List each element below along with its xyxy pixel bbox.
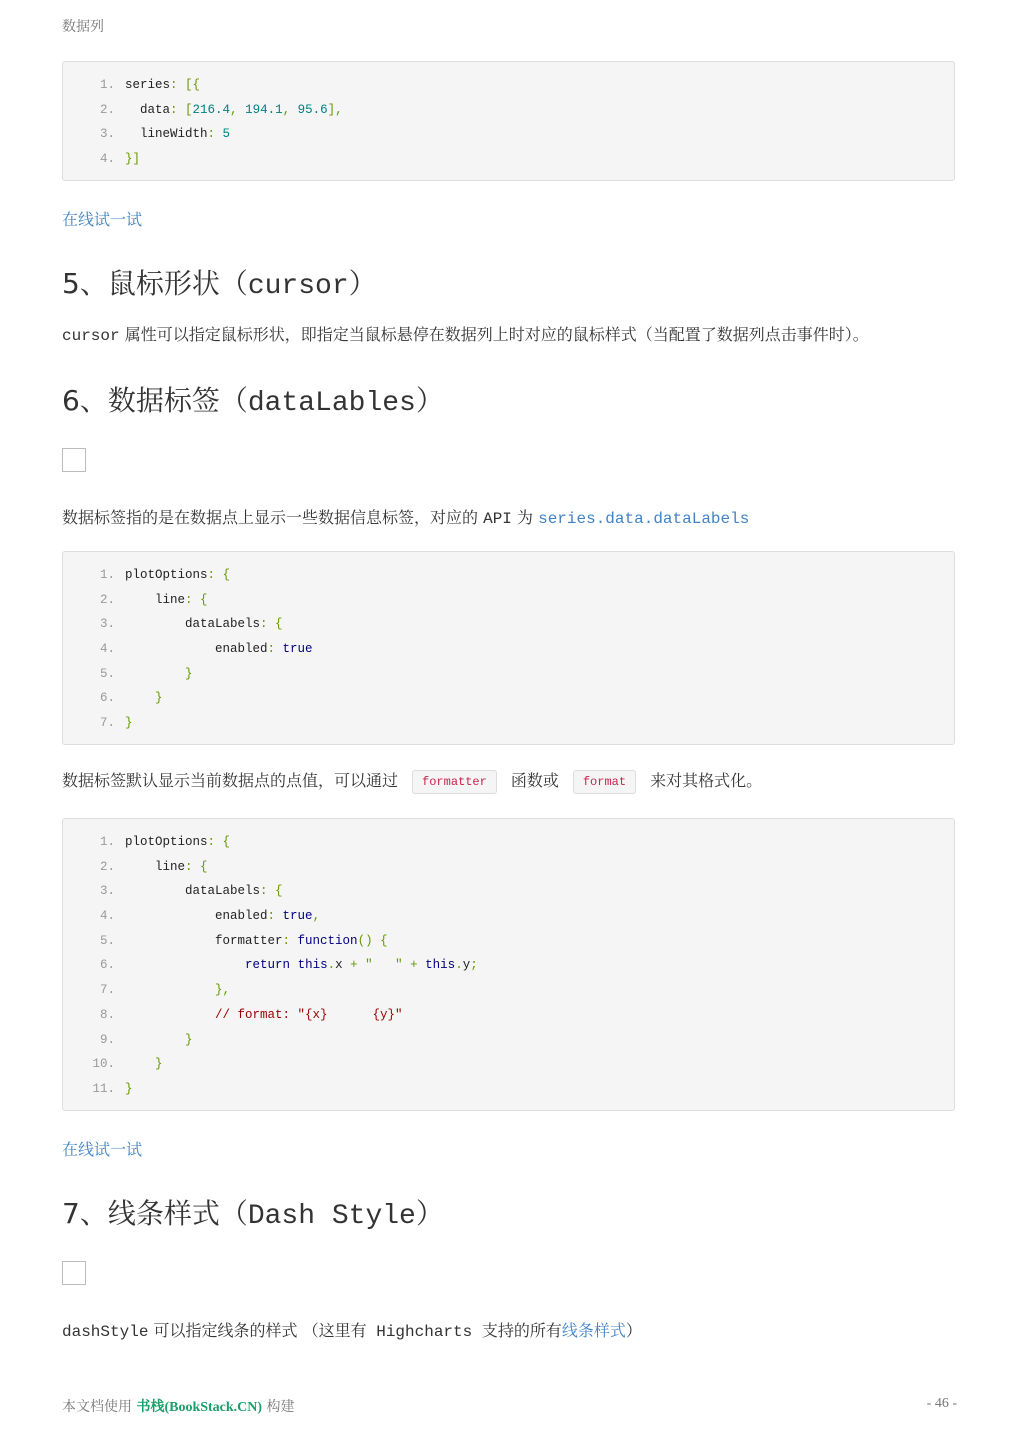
code-token (290, 958, 298, 972)
code-token: this (297, 958, 328, 973)
heading-text: 6、数据标签（ (62, 384, 248, 417)
code-token: + (350, 958, 366, 973)
code-line (63, 1028, 954, 1053)
code-line (63, 563, 954, 588)
code-token: 95.6 (297, 102, 328, 117)
line-number: 3. (99, 127, 115, 142)
footer-prefix: 本文档使用 (62, 1399, 137, 1415)
code-line (63, 612, 954, 637)
code-token: , (282, 102, 298, 117)
code-line (63, 588, 954, 613)
code-token: : (267, 642, 283, 657)
code-token: line (125, 592, 186, 607)
code-token: data (125, 102, 171, 117)
code-block-formatter (62, 818, 955, 1111)
code-token: x (335, 958, 351, 973)
api-link-datalabels[interactable]: series.data.dataLabels (538, 510, 750, 528)
code-token: ], (327, 102, 343, 117)
code-token: dataLabels (125, 617, 261, 632)
inline-code-format: format (573, 770, 636, 794)
code-token: " " (365, 958, 403, 973)
code-line (63, 929, 954, 954)
line-number: 8. (99, 1007, 115, 1022)
code-token: this (425, 958, 456, 973)
try-online-link[interactable]: 在线试一试 (62, 210, 143, 229)
dash-style-link[interactable]: 线条样式 (561, 1321, 626, 1340)
line-number: 3. (99, 617, 115, 632)
code-line (63, 978, 954, 1003)
heading-end: ） (415, 1197, 444, 1230)
inline-code-cursor: cursor (62, 327, 120, 345)
code-line (63, 147, 954, 172)
code-line (63, 122, 954, 147)
section-heading-cursor (62, 262, 377, 302)
code-token: // format: "{x} {y}" (125, 1007, 403, 1022)
line-number: 1. (99, 568, 115, 582)
heading-text: 7、线条样式（ (62, 1197, 248, 1230)
code-token: : { (207, 835, 231, 849)
code-line (63, 1052, 954, 1077)
code-token: lineWidth (125, 127, 208, 142)
heading-code: cursor (247, 271, 349, 302)
heading-text: 5、鼠标形状（ (62, 267, 248, 300)
line-number: 5. (99, 666, 115, 681)
line-number: 9. (99, 1032, 115, 1047)
heading-code: dataLables (247, 388, 416, 419)
page-number: - 46 - (926, 1396, 957, 1411)
code-block-series (62, 61, 955, 181)
code-token: series (125, 78, 171, 92)
paragraph-mid: 为 (511, 508, 539, 527)
code-line (63, 855, 954, 880)
code-token: y (462, 958, 471, 973)
code-line (63, 98, 954, 123)
code-token: } (125, 1081, 133, 1096)
paragraph-text: 数据标签指的是在数据点上显示一些数据信息标签，对应的 (62, 508, 484, 527)
heading-end: ） (348, 267, 377, 300)
paragraph-text-2: 函数或 (510, 771, 559, 790)
code-token: , (230, 102, 246, 117)
code-token: ; (470, 958, 478, 973)
code-token: }, (125, 983, 231, 998)
code-block-datalabels (62, 551, 955, 745)
inline-code-dashstyle: dashStyle (62, 1323, 149, 1341)
broken-image-placeholder-2 (62, 1261, 86, 1285)
code-token: 5 (222, 127, 231, 142)
line-number: 5. (99, 933, 115, 948)
line-number: 2. (99, 592, 115, 607)
code-line (63, 953, 954, 978)
code-token: plotOptions (125, 568, 208, 582)
broken-image-placeholder (62, 448, 86, 472)
code-token: enabled (125, 909, 268, 924)
line-number: 7. (99, 983, 115, 998)
code-token: } (125, 1057, 163, 1072)
code-token: , (312, 909, 321, 924)
code-token: } (125, 1032, 193, 1047)
code-token: : (207, 127, 223, 142)
datalabels-paragraph (62, 505, 749, 528)
line-number: 2. (99, 102, 115, 117)
code-token: } (125, 691, 163, 706)
code-line (63, 686, 954, 711)
line-number: 4. (99, 152, 115, 167)
bookstack-link[interactable]: 书栈(BookStack.CN) (136, 1400, 263, 1415)
paragraph-text: 可以指定线条的样式 (148, 1321, 303, 1340)
code-token: dataLabels (125, 884, 261, 899)
line-number: 3. (99, 884, 115, 899)
code-token: formatter (125, 933, 283, 948)
paragraph-text: 数据标签默认显示当前数据点的点值，可以通过 (62, 771, 399, 790)
line-number: 1. (99, 78, 115, 92)
code-token: } (125, 666, 193, 681)
line-number: 10. (92, 1057, 115, 1072)
code-token: : { (185, 592, 208, 607)
code-line (63, 1003, 954, 1028)
code-token: } (125, 716, 133, 731)
code-token: : (267, 909, 283, 924)
footer-suffix: 构建 (262, 1399, 295, 1415)
code-line (63, 830, 954, 855)
paragraph-end: ） (625, 1321, 642, 1340)
paragraph-text-3: 来对其格式化。 (650, 771, 763, 790)
code-token: : { (207, 568, 231, 582)
code-token: + (410, 958, 426, 973)
line-number: 1. (99, 835, 115, 849)
code-line (63, 637, 954, 662)
section-heading-datalabels (62, 379, 444, 419)
line-number: 7. (99, 716, 115, 731)
code-token: true (282, 642, 313, 657)
line-number: 6. (99, 958, 115, 973)
code-token: plotOptions (125, 835, 208, 849)
code-line (63, 662, 954, 687)
code-token: true (282, 909, 313, 924)
code-token: . (327, 958, 336, 973)
heading-code: Dash Style (247, 1201, 416, 1232)
code-token: : [{ (170, 78, 201, 92)
format-paragraph (62, 768, 762, 794)
code-token: enabled (125, 642, 268, 657)
line-number: 2. (99, 859, 115, 874)
cursor-paragraph (62, 322, 869, 345)
try-online-link-2[interactable]: 在线试一试 (62, 1140, 143, 1159)
code-token: . (455, 958, 463, 973)
code-line (63, 879, 954, 904)
code-line (63, 73, 954, 98)
footer-credit (62, 1396, 295, 1416)
code-token (125, 958, 245, 972)
inline-code-formatter: formatter (412, 770, 497, 794)
paragraph-text-2: （这里有 Highcharts 支持的所有 (302, 1323, 562, 1341)
line-number: 6. (99, 691, 115, 706)
code-token: function (297, 933, 358, 948)
code-line (63, 1077, 954, 1102)
inline-code-api: API (483, 510, 512, 528)
page-header: 数据列 (62, 19, 104, 35)
code-token: () { (357, 933, 388, 948)
code-token: 216.4 (192, 102, 231, 117)
code-line (63, 711, 954, 736)
code-token: : { (260, 617, 283, 632)
line-number: 4. (99, 909, 115, 924)
line-number: 4. (99, 642, 115, 657)
heading-end: ） (415, 384, 444, 417)
code-token: : [ (170, 102, 193, 117)
code-token: 194.1 (245, 102, 283, 117)
code-token: : (282, 933, 298, 948)
code-token: : { (260, 884, 283, 899)
line-number: 11. (92, 1081, 115, 1096)
code-token: : { (185, 859, 208, 874)
code-token: line (125, 859, 186, 874)
dashstyle-paragraph (62, 1318, 642, 1341)
section-heading-dashstyle (62, 1192, 444, 1232)
code-token: return (245, 958, 291, 973)
code-line (63, 904, 954, 929)
code-token: }] (125, 152, 141, 167)
paragraph-text: 属性可以指定鼠标形状，即指定当鼠标悬停在数据列上时对应的鼠标样式（当配置了数据列点击事件时）。 (119, 325, 869, 344)
